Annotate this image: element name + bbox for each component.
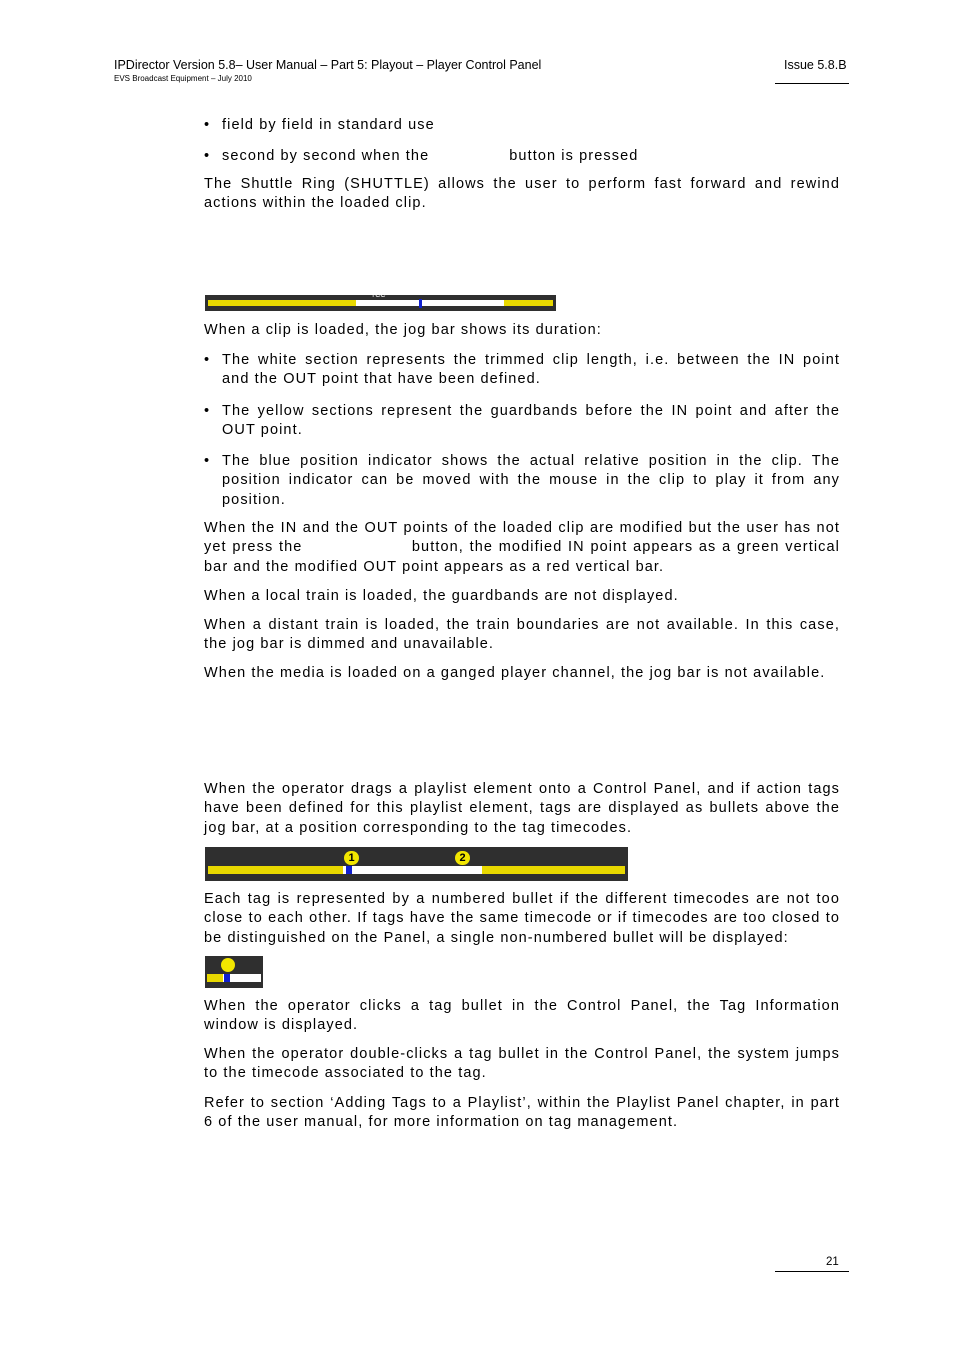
tag-doubleclick-paragraph: When the operator double-clicks a tag bullet in the Control Panel, the system jumps to the timecode associated to the tag. bbox=[204, 1046, 840, 1082]
jog-bullet-blue bbox=[204, 452, 840, 510]
position-indicator bbox=[224, 974, 230, 982]
jog-intro: When a clip is loaded, the jog bar shows its duration: bbox=[204, 322, 602, 338]
local-train-paragraph: When a local train is loaded, the guardbands are not displayed. bbox=[204, 588, 679, 604]
trimmed-section bbox=[343, 866, 482, 874]
refer-paragraph: Refer to section ‘Adding Tags to a Playlist’, within the Playlist Panel chapter, in part 6 of the user manual, for more information on tag management. bbox=[204, 1095, 840, 1131]
jog-timecode-label: TCC bbox=[371, 292, 386, 299]
page-number: 21 bbox=[826, 1256, 839, 1268]
bullet-text: field by field in standard use bbox=[222, 117, 435, 133]
bullet-dot: • bbox=[204, 148, 211, 164]
modified-points-paragraph bbox=[204, 519, 840, 577]
trimmed-section bbox=[356, 300, 504, 306]
footer-rule bbox=[775, 1271, 849, 1272]
tag-click-paragraph: When the operator clicks a tag bullet in the Control Panel, the Tag Information window is displayed. bbox=[204, 998, 840, 1034]
bullet-dot: • bbox=[204, 453, 211, 469]
modified-points-after: button, the modified IN point appears as a green vertical bar and the modified OUT point appears as a red vertical bar. bbox=[204, 539, 840, 575]
distant-train-paragraph: When a distant train is loaded, the train boundaries are not available. In this case, the jog bar is dimmed and unavailable. bbox=[204, 617, 840, 653]
ganged-paragraph: When the media is loaded on a ganged player channel, the jog bar is not available. bbox=[204, 665, 826, 681]
jog-bar-tags-figure bbox=[205, 847, 628, 881]
tag-bullet-2: 2 bbox=[455, 851, 470, 865]
tag-bullet-1: 1 bbox=[344, 851, 359, 865]
jog-bar-figure bbox=[205, 292, 556, 311]
header-subtitle: EVS Broadcast Equipment – July 2010 bbox=[114, 74, 252, 83]
bullet-text: The blue position indicator shows the actual relative position in the clip. The position indicator can be moved with the mouse in the clip to play it from any position. bbox=[222, 453, 840, 508]
bullet-dot: • bbox=[204, 403, 211, 419]
bullet-field-by-field bbox=[204, 116, 840, 135]
tags-bullet-paragraph: Each tag is represented by a numbered bullet if the different timecodes are not too close to each other. If tags have the same timecode or if timecodes are too closed to be distinguished on the Panel, a single non-numbered bullet will be displayed: bbox=[204, 891, 840, 946]
modified-points-before: When the IN and the OUT points of the loaded clip are modified but the user has not yet press the bbox=[204, 520, 840, 556]
shuttle-paragraph: The Shuttle Ring (SHUTTLE) allows the user to perform fast forward and rewind actions within the loaded clip. bbox=[204, 176, 840, 212]
jog-bullet-white bbox=[204, 351, 840, 390]
bullet-dot: • bbox=[204, 117, 211, 133]
position-indicator bbox=[346, 866, 352, 874]
tag-bullet-single bbox=[221, 958, 235, 972]
bullet-text: The yellow sections represent the guardbands before the IN point and after the OUT point. bbox=[222, 403, 840, 439]
header-rule bbox=[775, 83, 849, 84]
bullet-text: The white section represents the trimmed clip length, i.e. between the IN point and the OUT point that have been defined. bbox=[222, 352, 840, 388]
bullet-dot: • bbox=[204, 352, 211, 368]
header-title: IPDirector Version 5.8– User Manual – Part 5: Playout – Player Control Panel bbox=[114, 58, 542, 72]
tags-intro-paragraph: When the operator drags a playlist element onto a Control Panel, and if action tags have been defined for this playlist element, tags are displayed as bullets above the jog bar, at a position corresponding to the tag timecodes. bbox=[204, 781, 840, 836]
bullet-text-before: second by second when the bbox=[222, 148, 430, 164]
jog-bullet-yellow bbox=[204, 402, 840, 441]
bullet-text-after: button is pressed bbox=[509, 148, 639, 164]
position-indicator bbox=[419, 299, 422, 308]
guardband-bar bbox=[207, 974, 223, 982]
jog-bar-single-tag-figure bbox=[205, 956, 263, 988]
bullet-second-by-second bbox=[204, 147, 840, 166]
header-issue: Issue 5.8.B bbox=[784, 58, 847, 72]
